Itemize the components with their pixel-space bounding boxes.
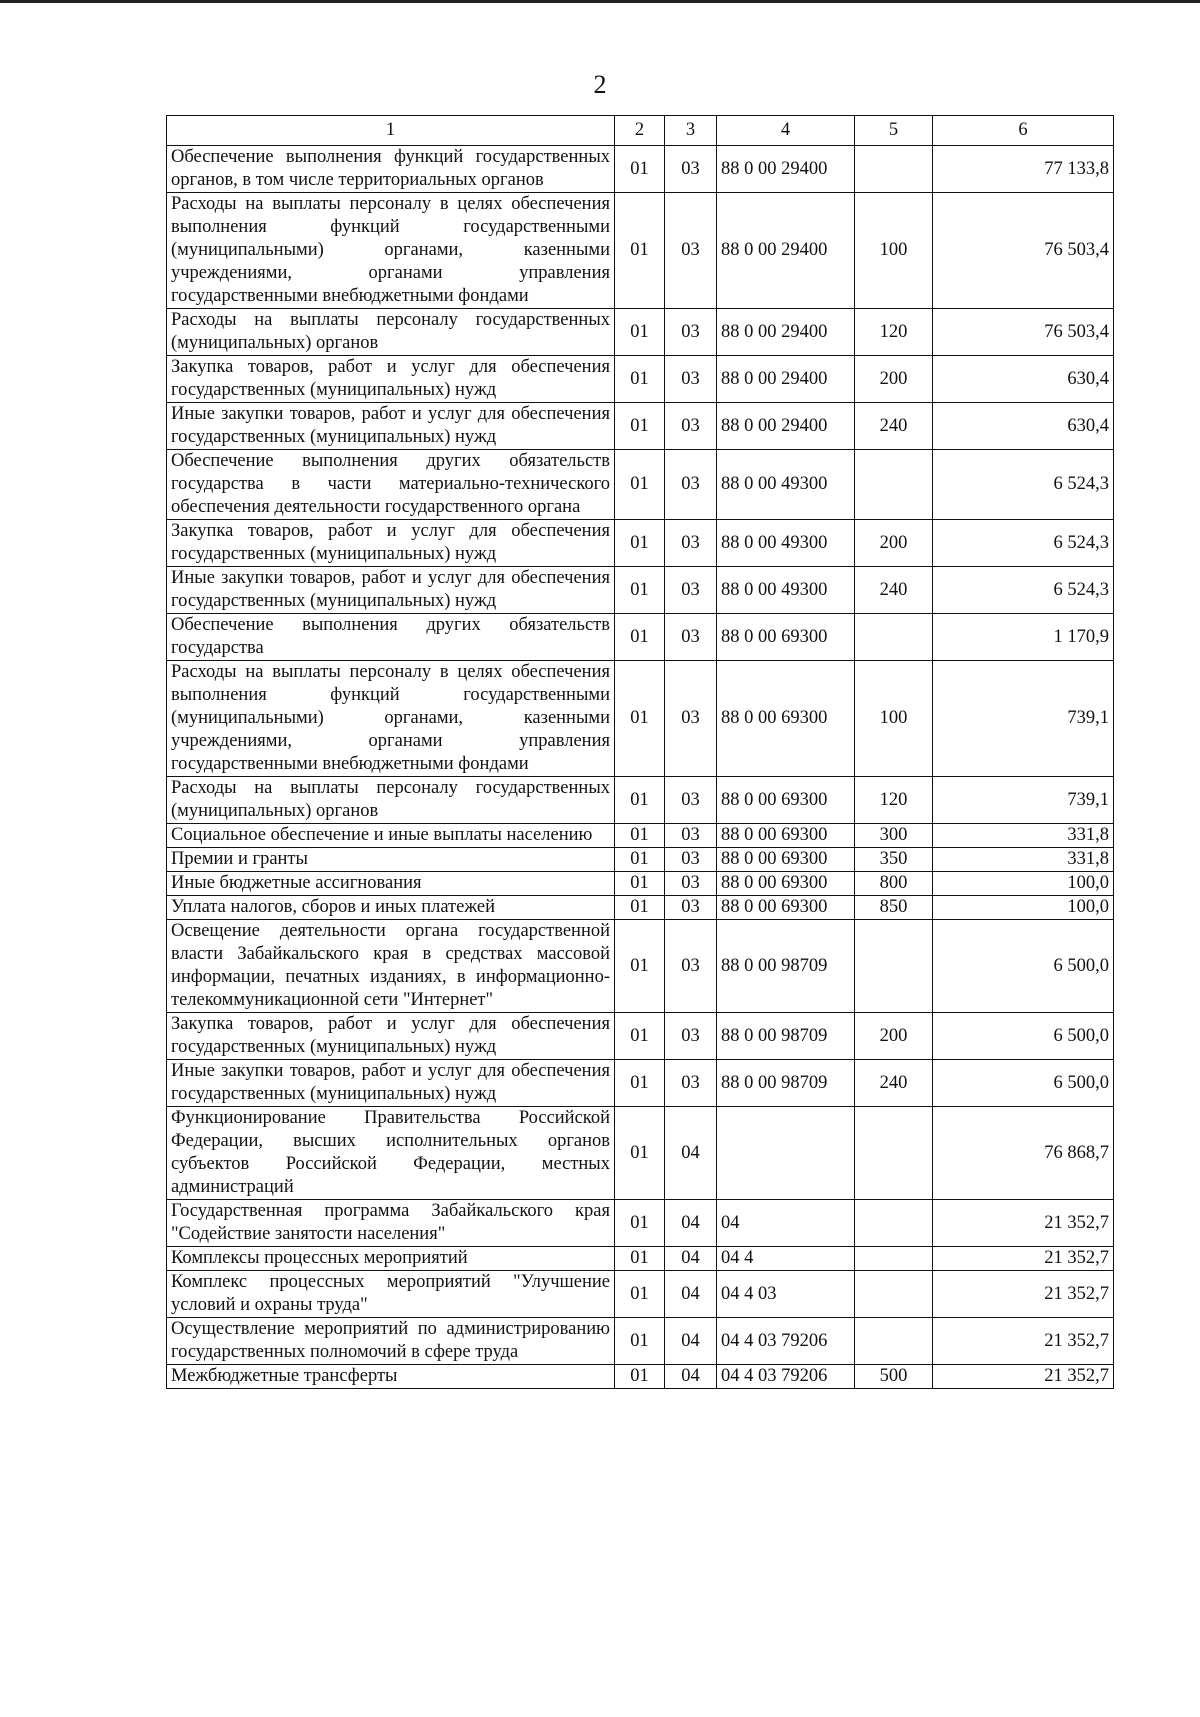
table-row xyxy=(167,1318,1114,1365)
row-section-cell: 01 xyxy=(615,146,665,193)
row-expense-type-cell: 100 xyxy=(855,193,933,309)
table-row xyxy=(167,848,1114,872)
row-subsection-cell: 04 xyxy=(665,1247,717,1271)
row-amount-cell: 21 352,7 xyxy=(933,1200,1114,1247)
table-header-row xyxy=(167,116,1114,146)
row-target-article-cell: 88 0 00 69300 xyxy=(717,661,855,777)
table-row xyxy=(167,1247,1114,1271)
budget-table xyxy=(166,115,1114,1389)
row-subsection-cell: 04 xyxy=(665,1200,717,1247)
row-subsection-cell: 03 xyxy=(665,872,717,896)
table-row xyxy=(167,777,1114,824)
column-header-2: 2 xyxy=(615,116,665,146)
row-name-cell: Иные закупки товаров, работ и услуг для обеспечения государственных (муниципальных) нужд xyxy=(167,567,615,614)
row-expense-type-cell xyxy=(855,1200,933,1247)
row-subsection-cell: 03 xyxy=(665,450,717,520)
row-target-article-cell: 88 0 00 69300 xyxy=(717,848,855,872)
row-section-cell: 01 xyxy=(615,1271,665,1318)
row-amount-cell: 76 503,4 xyxy=(933,193,1114,309)
row-section-cell: 01 xyxy=(615,614,665,661)
row-subsection-cell: 03 xyxy=(665,896,717,920)
column-header-4: 4 xyxy=(717,116,855,146)
row-target-article-cell: 88 0 00 69300 xyxy=(717,777,855,824)
row-target-article-cell: 04 4 xyxy=(717,1247,855,1271)
row-amount-cell: 21 352,7 xyxy=(933,1271,1114,1318)
row-amount-cell: 6 500,0 xyxy=(933,1013,1114,1060)
row-subsection-cell: 04 xyxy=(665,1271,717,1318)
row-subsection-cell: 03 xyxy=(665,146,717,193)
row-name-cell: Закупка товаров, работ и услуг для обеспечения государственных (муниципальных) нужд xyxy=(167,1013,615,1060)
table-row xyxy=(167,614,1114,661)
row-section-cell: 01 xyxy=(615,661,665,777)
row-amount-cell: 100,0 xyxy=(933,872,1114,896)
row-expense-type-cell: 500 xyxy=(855,1365,933,1389)
row-subsection-cell: 03 xyxy=(665,309,717,356)
row-amount-cell: 739,1 xyxy=(933,777,1114,824)
row-expense-type-cell: 300 xyxy=(855,824,933,848)
table-row xyxy=(167,872,1114,896)
row-subsection-cell: 03 xyxy=(665,356,717,403)
row-name-cell: Социальное обеспечение и иные выплаты населению xyxy=(167,824,615,848)
row-name-cell: Комплекс процессных мероприятий "Улучшение условий и охраны труда" xyxy=(167,1271,615,1318)
row-subsection-cell: 04 xyxy=(665,1365,717,1389)
row-expense-type-cell: 100 xyxy=(855,661,933,777)
row-section-cell: 01 xyxy=(615,777,665,824)
row-amount-cell: 76 503,4 xyxy=(933,309,1114,356)
table-row xyxy=(167,920,1114,1013)
row-amount-cell: 21 352,7 xyxy=(933,1247,1114,1271)
table-row xyxy=(167,1060,1114,1107)
row-target-article-cell: 88 0 00 69300 xyxy=(717,614,855,661)
row-name-cell: Закупка товаров, работ и услуг для обеспечения государственных (муниципальных) нужд xyxy=(167,356,615,403)
table-row xyxy=(167,824,1114,848)
row-name-cell: Государственная программа Забайкальского края "Содействие занятости населения" xyxy=(167,1200,615,1247)
row-target-article-cell: 88 0 00 29400 xyxy=(717,403,855,450)
row-section-cell: 01 xyxy=(615,1247,665,1271)
top-border-line xyxy=(0,0,1200,3)
row-section-cell: 01 xyxy=(615,896,665,920)
row-target-article-cell: 88 0 00 49300 xyxy=(717,567,855,614)
row-section-cell: 01 xyxy=(615,403,665,450)
row-section-cell: 01 xyxy=(615,193,665,309)
row-target-article-cell: 88 0 00 29400 xyxy=(717,356,855,403)
row-expense-type-cell xyxy=(855,146,933,193)
row-target-article-cell: 88 0 00 49300 xyxy=(717,450,855,520)
row-name-cell: Иные бюджетные ассигнования xyxy=(167,872,615,896)
row-target-article-cell: 88 0 00 98709 xyxy=(717,1060,855,1107)
row-amount-cell: 630,4 xyxy=(933,403,1114,450)
table-row xyxy=(167,356,1114,403)
row-expense-type-cell xyxy=(855,450,933,520)
row-target-article-cell: 88 0 00 29400 xyxy=(717,193,855,309)
row-name-cell: Освещение деятельности органа государственной власти Забайкальского края в средствах массовой информации, печатных изданиях, в информационно-телекоммуникационной сети "Интернет" xyxy=(167,920,615,1013)
row-amount-cell: 331,8 xyxy=(933,848,1114,872)
row-name-cell: Расходы на выплаты персоналу государственных (муниципальных) органов xyxy=(167,777,615,824)
row-target-article-cell: 88 0 00 29400 xyxy=(717,146,855,193)
row-name-cell: Уплата налогов, сборов и иных платежей xyxy=(167,896,615,920)
table-row xyxy=(167,146,1114,193)
row-section-cell: 01 xyxy=(615,567,665,614)
row-expense-type-cell xyxy=(855,614,933,661)
row-amount-cell: 630,4 xyxy=(933,356,1114,403)
row-name-cell: Закупка товаров, работ и услуг для обеспечения государственных (муниципальных) нужд xyxy=(167,520,615,567)
row-expense-type-cell: 120 xyxy=(855,309,933,356)
row-subsection-cell: 03 xyxy=(665,567,717,614)
table-row xyxy=(167,1271,1114,1318)
table-row xyxy=(167,193,1114,309)
row-subsection-cell: 04 xyxy=(665,1107,717,1200)
row-amount-cell: 6 500,0 xyxy=(933,920,1114,1013)
row-expense-type-cell: 240 xyxy=(855,1060,933,1107)
row-subsection-cell: 03 xyxy=(665,848,717,872)
row-name-cell: Обеспечение выполнения других обязательств государства xyxy=(167,614,615,661)
table-row xyxy=(167,1013,1114,1060)
table-row xyxy=(167,896,1114,920)
row-name-cell: Обеспечение выполнения других обязательств государства в части материально-технического обеспечения деятельности государственного органа xyxy=(167,450,615,520)
row-expense-type-cell: 200 xyxy=(855,356,933,403)
row-name-cell: Межбюджетные трансферты xyxy=(167,1365,615,1389)
row-target-article-cell: 04 4 03 xyxy=(717,1271,855,1318)
table-row xyxy=(167,1365,1114,1389)
table-row xyxy=(167,567,1114,614)
table-row xyxy=(167,661,1114,777)
row-subsection-cell: 03 xyxy=(665,614,717,661)
page-number: 2 xyxy=(593,70,607,99)
row-section-cell: 01 xyxy=(615,520,665,567)
row-amount-cell: 331,8 xyxy=(933,824,1114,848)
table-row xyxy=(167,450,1114,520)
row-expense-type-cell xyxy=(855,1318,933,1365)
row-name-cell: Иные закупки товаров, работ и услуг для обеспечения государственных (муниципальных) нужд xyxy=(167,403,615,450)
row-expense-type-cell: 200 xyxy=(855,1013,933,1060)
column-header-1: 1 xyxy=(167,116,615,146)
row-expense-type-cell: 850 xyxy=(855,896,933,920)
row-amount-cell: 6 500,0 xyxy=(933,1060,1114,1107)
row-subsection-cell: 03 xyxy=(665,403,717,450)
row-amount-cell: 77 133,8 xyxy=(933,146,1114,193)
row-name-cell: Функционирование Правительства Российской Федерации, высших исполнительных органов субъектов Российской Федерации, местных администраций xyxy=(167,1107,615,1200)
table-row xyxy=(167,309,1114,356)
row-amount-cell: 100,0 xyxy=(933,896,1114,920)
row-target-article-cell: 04 xyxy=(717,1200,855,1247)
row-subsection-cell: 03 xyxy=(665,661,717,777)
row-expense-type-cell: 240 xyxy=(855,567,933,614)
row-amount-cell: 21 352,7 xyxy=(933,1365,1114,1389)
row-section-cell: 01 xyxy=(615,1107,665,1200)
row-target-article-cell: 04 4 03 79206 xyxy=(717,1365,855,1389)
row-amount-cell: 76 868,7 xyxy=(933,1107,1114,1200)
row-name-cell: Осуществление мероприятий по администрированию государственных полномочий в сфере труда xyxy=(167,1318,615,1365)
column-header-5: 5 xyxy=(855,116,933,146)
row-amount-cell: 739,1 xyxy=(933,661,1114,777)
row-section-cell: 01 xyxy=(615,1060,665,1107)
row-expense-type-cell xyxy=(855,1271,933,1318)
table-row xyxy=(167,1107,1114,1200)
row-expense-type-cell: 350 xyxy=(855,848,933,872)
row-subsection-cell: 03 xyxy=(665,777,717,824)
row-target-article-cell: 04 4 03 79206 xyxy=(717,1318,855,1365)
row-amount-cell: 6 524,3 xyxy=(933,520,1114,567)
row-subsection-cell: 03 xyxy=(665,1060,717,1107)
row-name-cell: Премии и гранты xyxy=(167,848,615,872)
table-row xyxy=(167,1200,1114,1247)
row-target-article-cell: 88 0 00 98709 xyxy=(717,920,855,1013)
row-section-cell: 01 xyxy=(615,309,665,356)
row-expense-type-cell: 240 xyxy=(855,403,933,450)
row-name-cell: Расходы на выплаты персоналу государственных (муниципальных) органов xyxy=(167,309,615,356)
row-subsection-cell: 03 xyxy=(665,920,717,1013)
row-amount-cell: 6 524,3 xyxy=(933,450,1114,520)
row-name-cell: Комплексы процессных мероприятий xyxy=(167,1247,615,1271)
row-section-cell: 01 xyxy=(615,1013,665,1060)
row-section-cell: 01 xyxy=(615,824,665,848)
row-subsection-cell: 03 xyxy=(665,193,717,309)
row-subsection-cell: 04 xyxy=(665,1318,717,1365)
row-section-cell: 01 xyxy=(615,872,665,896)
row-amount-cell: 21 352,7 xyxy=(933,1318,1114,1365)
row-section-cell: 01 xyxy=(615,1365,665,1389)
row-section-cell: 01 xyxy=(615,356,665,403)
row-target-article-cell xyxy=(717,1107,855,1200)
row-expense-type-cell: 800 xyxy=(855,872,933,896)
table-row xyxy=(167,520,1114,567)
row-subsection-cell: 03 xyxy=(665,824,717,848)
row-section-cell: 01 xyxy=(615,848,665,872)
row-name-cell: Расходы на выплаты персоналу в целях обеспечения выполнения функций государственными (муниципальными) органами, казенными учреждениями, органами управления государственными внебюджетными фондами xyxy=(167,193,615,309)
row-target-article-cell: 88 0 00 98709 xyxy=(717,1013,855,1060)
table-row xyxy=(167,403,1114,450)
row-target-article-cell: 88 0 00 69300 xyxy=(717,872,855,896)
row-section-cell: 01 xyxy=(615,450,665,520)
row-expense-type-cell: 120 xyxy=(855,777,933,824)
row-name-cell: Расходы на выплаты персоналу в целях обеспечения выполнения функций государственными (муниципальными) органами, казенными учреждениями, органами управления государственными внебюджетными фондами xyxy=(167,661,615,777)
row-amount-cell: 6 524,3 xyxy=(933,567,1114,614)
row-subsection-cell: 03 xyxy=(665,520,717,567)
row-section-cell: 01 xyxy=(615,1200,665,1247)
row-expense-type-cell xyxy=(855,1247,933,1271)
row-name-cell: Иные закупки товаров, работ и услуг для обеспечения государственных (муниципальных) нужд xyxy=(167,1060,615,1107)
row-target-article-cell: 88 0 00 49300 xyxy=(717,520,855,567)
row-expense-type-cell: 200 xyxy=(855,520,933,567)
column-header-6: 6 xyxy=(933,116,1114,146)
row-name-cell: Обеспечение выполнения функций государственных органов, в том числе территориальных органов xyxy=(167,146,615,193)
row-expense-type-cell xyxy=(855,920,933,1013)
row-expense-type-cell xyxy=(855,1107,933,1200)
row-section-cell: 01 xyxy=(615,920,665,1013)
row-target-article-cell: 88 0 00 69300 xyxy=(717,896,855,920)
row-amount-cell: 1 170,9 xyxy=(933,614,1114,661)
row-subsection-cell: 03 xyxy=(665,1013,717,1060)
column-header-3: 3 xyxy=(665,116,717,146)
row-target-article-cell: 88 0 00 69300 xyxy=(717,824,855,848)
row-section-cell: 01 xyxy=(615,1318,665,1365)
row-target-article-cell: 88 0 00 29400 xyxy=(717,309,855,356)
